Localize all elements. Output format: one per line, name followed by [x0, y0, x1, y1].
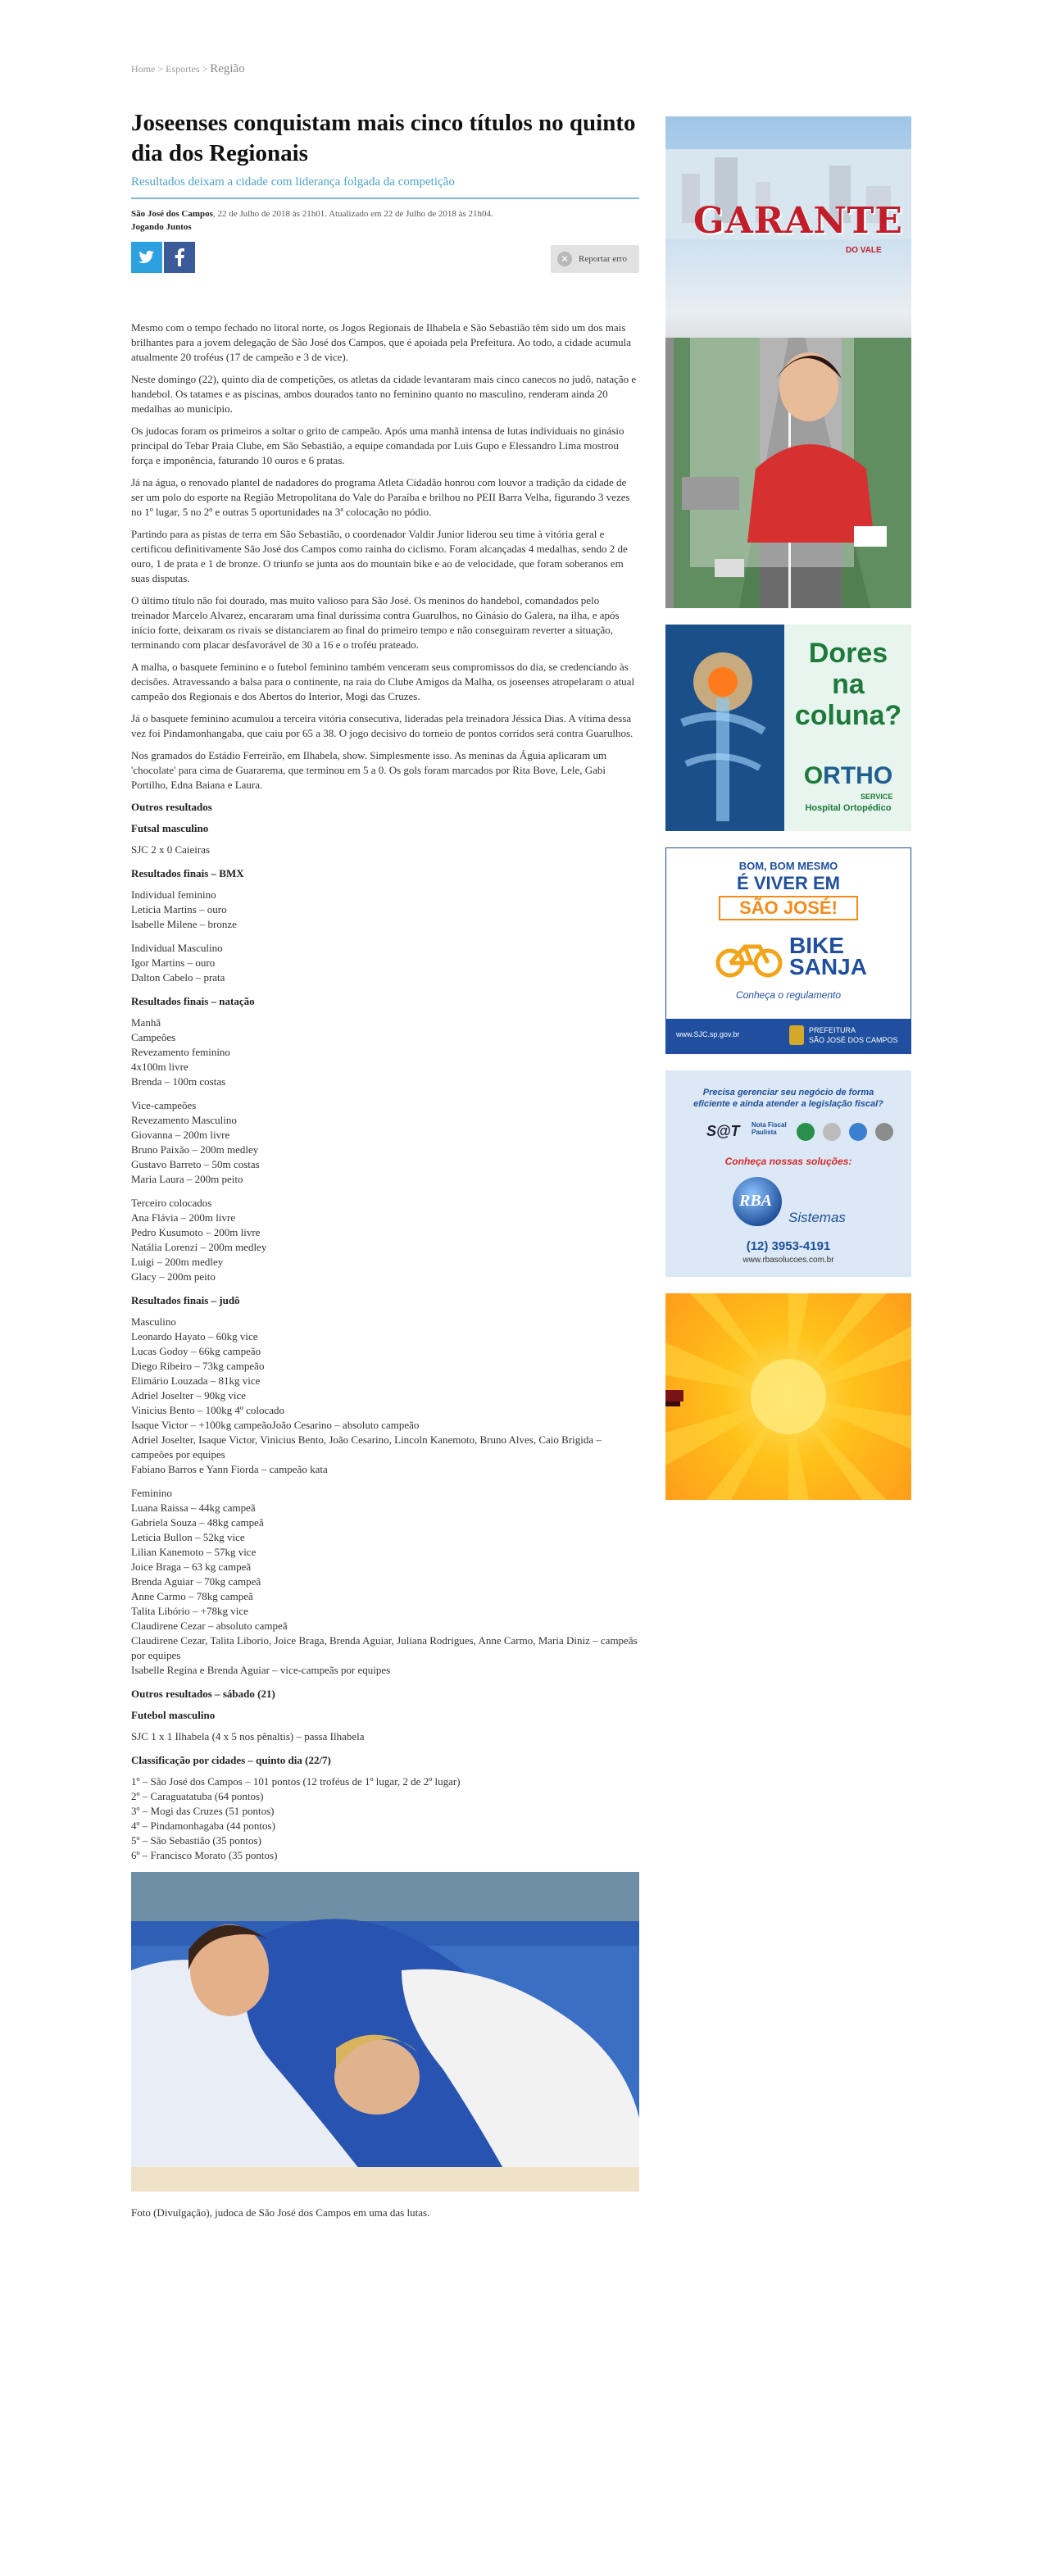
result-line: Lucas Godoy – 66kg campeão: [131, 1345, 261, 1357]
article-location: São José dos Campos: [131, 209, 213, 219]
title-divider: [131, 198, 639, 199]
ad-banner-garante[interactable]: [665, 116, 911, 608]
section-heading: Futsal masculino: [131, 822, 209, 834]
ad-banner-ortho[interactable]: [665, 625, 911, 831]
standing-line: 1º – São José dos Campos – 101 pontos (12 troféus de 1º lugar, 2 de 2º lugar): [131, 1775, 461, 1788]
result-line: Anne Carmo – 78kg campeã: [131, 1590, 253, 1602]
ortho-headline-line: coluna?: [794, 700, 902, 731]
garante-tagline: DO VALE: [846, 246, 882, 255]
rba-sat-logo: S@T: [706, 1123, 740, 1139]
ad-banner-bike-sanja[interactable]: [665, 847, 911, 1054]
prefeitura-crest-icon: [789, 1025, 804, 1045]
result-line: Luigi – 200m medley: [131, 1256, 224, 1268]
rba-nota-logo: Nota Fiscal Paulista: [752, 1121, 787, 1136]
bike-footer: [666, 1019, 910, 1053]
breadcrumb: [131, 62, 245, 76]
result-line: Campeões: [131, 1031, 176, 1043]
ad-banner-rba[interactable]: [665, 1070, 911, 1277]
article-paragraph: Neste domingo (22), quinto dia de competições, os atletas da cidade levantaram mais cinco canecos no judô, natação e handebol. Os tatames e as piscinas, ambos dourados tanto no feminino quanto no masculino, renderam ainda 20 medalhas ao município.: [131, 373, 637, 415]
result-line: Leonardo Hayato – 60kg vice: [131, 1330, 258, 1343]
result-line: Brenda Aguiar – 70kg campeã: [131, 1575, 261, 1588]
rba-phone: (12) 3953-4191: [746, 1239, 831, 1253]
result-line: Individual Masculino: [131, 942, 223, 954]
article: [131, 108, 639, 2219]
result-line: Gabriela Souza – 48kg campeã: [131, 1516, 264, 1529]
result-line: 4x100m livre: [131, 1061, 188, 1073]
share-toolbar: [131, 242, 639, 278]
breadcrumb-current: Região: [210, 62, 245, 75]
bike-line1: BOM, BOM MESMO: [738, 860, 838, 872]
article-paragraph: Já na água, o renovado plantel de nadadores do programa Atleta Cidadão honrou com louvor a tradição da cidade de ser um polo do esporte na Região Metropolitana do Vale do Paraíba e brilhou no PEII Barra Velha, figurando 3 vezes no 1º lugar, 5 no 2º e outras 5 oportunidades na 3ª colocação no pódio.: [131, 476, 630, 518]
bike-pref-1: PREFEITURA: [809, 1026, 856, 1034]
breadcrumb-separator: >: [202, 63, 208, 75]
article-paragraph: Partindo para as pistas de terra em São Sebastião, o coordenador Valdir Junior liderou seu time à vitória geral e certificou definitivamente São José dos Campos como rainha do ciclismo. Foram alcançadas 4 medalhas, sendo 2 de ouro, 1 de prata e 1 de bronze. O triunfo se junta aos do mountain bike e ao de velocidade, que foram soberanos em suas disputas.: [131, 528, 628, 584]
result-line: Terceiro colocados: [131, 1197, 212, 1209]
standing-line: 6º – Francisco Morato (35 pontos): [131, 1849, 278, 1861]
result-line: SJC 1 x 1 Ilhabela (4 x 5 nos pênaltis) – passa Ilhabela: [131, 1730, 365, 1742]
garante-brand: GARANTE: [693, 200, 903, 242]
results-list: [131, 1486, 639, 1678]
article-dateline: , 22 de Julho de 2018 às 21h01. Atualizado em 22 de Julho de 2018 às 21h04.: [212, 209, 493, 219]
result-line: Revezamento Masculino: [131, 1114, 237, 1126]
bike-brand-line: SANJA: [789, 954, 867, 979]
twitter-icon: [139, 250, 155, 265]
result-line: Fabiano Barros e Yann Fiorda – campeão kata: [131, 1463, 328, 1475]
standing-line: 3º – Mogi das Cruzes (51 pontos): [131, 1805, 275, 1817]
standings-list: [131, 1774, 639, 1863]
article-subtitle: Resultados deixam a cidade com liderança folgada da competição: [131, 175, 455, 189]
results-list: [131, 1315, 639, 1477]
rba-logo-sub: Sistemas: [788, 1210, 846, 1225]
result-line: Luana Raissa – 44kg campeã: [131, 1502, 256, 1514]
result-line: Individual feminino: [131, 888, 216, 901]
sidebar-ads: [665, 116, 911, 1516]
result-line: Elimário Louzada – 81kg vice: [131, 1374, 261, 1387]
rba-question-line: eficiente e ainda atender a legislação fiscal?: [693, 1099, 883, 1109]
article-photo: [131, 1872, 639, 2192]
ortho-subtitle: Hospital Ortopédico: [805, 803, 892, 813]
facebook-icon: [175, 248, 184, 266]
result-line: Pedro Kusumoto – 200m livre: [131, 1226, 261, 1238]
report-error-button[interactable]: [551, 245, 639, 273]
result-line: Adriel Joselter – 90kg vice: [131, 1389, 247, 1402]
ortho-logo-text: RTHO: [823, 762, 893, 789]
result-line: Revezamento feminino: [131, 1046, 230, 1058]
results-list: [131, 1098, 639, 1187]
result-line: Feminino: [131, 1487, 172, 1499]
results-list: [131, 941, 639, 985]
result-line: Leticia Bullon – 52kg vice: [131, 1531, 245, 1543]
article-paragraph: A malha, o basquete feminino e o futebol feminino também venceram seus compromissos do dia, se credenciando às decisões. Atravessando a balsa para o continente, na raia do Clube Amigos da Malha, os joseenses atropelaram o atual campeão dos Regionais e dos Abertos do Interior, Mogi das Cruzes.: [131, 661, 635, 702]
result-line: Ana Flávia – 200m livre: [131, 1211, 236, 1224]
article-body: [131, 320, 639, 1863]
ortho-logo: [788, 762, 908, 790]
partner-logo-icon: [875, 1123, 893, 1141]
results-list: [131, 1729, 639, 1744]
standing-line: 2º – Caraguatatuba (64 pontos): [131, 1790, 264, 1802]
results-list: [131, 1015, 639, 1089]
result-line: Maria Laura – 200m peito: [131, 1173, 243, 1185]
bike-pref-2: SÃO JOSÉ DOS CAMPOS: [809, 1036, 898, 1044]
result-line: Lilian Kanemoto – 57kg vice: [131, 1546, 257, 1558]
rba-question: [665, 1087, 911, 1110]
rba-logo: RBA: [739, 1192, 773, 1210]
result-line: Letícia Martins – ouro: [131, 903, 227, 915]
bike-line3: SÃO JOSÉ!: [719, 896, 858, 920]
ortho-headline-line: Dores: [808, 638, 888, 669]
rba-question-line: Precisa gerenciar seu negócio de forma: [702, 1088, 874, 1097]
article-paragraph: O último título não foi dourado, mas muito valioso para São José. Os meninos do handebol, comandados pelo treinador Marcelo Alvarez, encararam uma final duríssima contra Guarulhos, no Ginásio do Galera, na ilha, e após início forte, deixaram os rivais se distanciarem ao final do primeiro tempo e não conseguiram reverter a situação, terminando com placar desfavorável de 30 a 16 e o troféu prateado.: [131, 594, 620, 651]
judo-photo-illustration: [131, 1872, 639, 2192]
bike-brand-line: BIKE: [789, 933, 844, 958]
result-line: Adriel Joselter, Isaque Victor, Vinicius Bento, João Cesarino, Lincoln Kanemoto, Bruno Alves, Caio Brigida – campeões por equipes: [131, 1433, 602, 1461]
result-line: Vinicius Bento – 100kg 4º colocado: [131, 1404, 285, 1416]
report-error-label: Reportar erro: [579, 254, 627, 264]
result-line: Masculino: [131, 1315, 176, 1328]
rba-cta: Conheça nossas soluções:: [724, 1156, 852, 1167]
rba-site: www.rbasolucoes.com.br: [742, 1256, 834, 1265]
ortho-logo-o: O: [803, 762, 824, 789]
ortho-service: SERVICE: [861, 793, 893, 801]
article-byline: Jogando Juntos: [131, 222, 192, 232]
result-line: Diego Ribeiro – 73kg campeão: [131, 1360, 265, 1372]
result-line: Claudirene Cezar, Talita Liborio, Joice Braga, Brenda Aguiar, Juliana Rodrigues, Anne Carmo, Maria Diniz – campeãs por equipes: [131, 1634, 638, 1661]
result-line: Bruno Paixão – 200m medley: [131, 1143, 259, 1156]
ad-banner-sunburst[interactable]: [665, 1293, 911, 1500]
result-line: Dalton Cabelo – prata: [131, 971, 225, 984]
article-meta: [131, 207, 639, 220]
article-paragraph: Já o basquete feminino acumulou a terceira vitória consecutiva, lideradas pela treinadora Jéssica Dias. A vítima dessa vez foi Pindamonhangaba, que caiu por 65 a 38. O jogo decisivo do torneio de pontos corridos será contra Guarulhos.: [131, 712, 633, 739]
photo-caption: Foto (Divulgação), judoca de São José dos Campos em uma das lutas.: [131, 2206, 430, 2219]
article-title: Joseenses conquistam mais cinco títulos no quinto dia dos Regionais: [131, 110, 636, 166]
partner-logo-icon: [849, 1123, 867, 1141]
results-list: [131, 888, 639, 932]
result-line: Natália Lorenzi – 200m medley: [131, 1241, 267, 1253]
breadcrumb-section-link[interactable]: Esportes: [166, 63, 200, 75]
result-line: Glacy – 200m peito: [131, 1270, 216, 1283]
garante-ad-graphic: [665, 116, 911, 608]
results-list: [131, 843, 639, 857]
bicycle-icon: [714, 937, 788, 978]
bike-line2: É VIVER EM: [737, 873, 840, 893]
section-heading: Resultados finais – natação: [131, 995, 255, 1007]
breadcrumb-home-link[interactable]: Home: [131, 63, 156, 75]
report-icon: ✕: [557, 252, 572, 266]
article-paragraph: Mesmo com o tempo fechado no litoral norte, os Jogos Regionais de Ilhabela e São Sebastião têm sido um dos mais brilhantes para a jovem delegação de São José dos Campos, que é apoiada pela Prefeitura. Ao todo, a cidade acumula atualmente 20 troféus (17 de campeão e 3 de vice).: [131, 321, 632, 363]
section-heading: Resultados finais – judô: [131, 1294, 240, 1306]
result-line: Giovanna – 200m livre: [131, 1129, 230, 1141]
result-line: SJC 2 x 0 Caieiras: [131, 843, 211, 856]
standing-line: 4º – Pindamonhagaba (44 pontos): [131, 1820, 275, 1832]
ortho-headline: [788, 638, 908, 731]
bike-cta: Conheça o regulamento: [735, 989, 842, 1001]
section-heading: Resultados finais – BMX: [131, 867, 244, 879]
result-line: Vice-campeões: [131, 1099, 197, 1111]
standing-line: 5º – São Sebastião (35 pontos): [131, 1834, 261, 1847]
article-paragraph: Nos gramados do Estádio Ferreirão, em Ilhabela, show. Simplesmente isso. As meninas da Águia aplicaram um 'chocolate' para cima de Guararema, que terminou em 5 a 0. Os gols foram marcados por Rita Bove, Lele, Gabi Portilho, Edna Baiana e Laura.: [131, 749, 607, 791]
partner-logo-icon: [823, 1123, 841, 1141]
partner-logo-icon: [797, 1123, 815, 1141]
result-line: Talita Libório – +78kg vice: [131, 1605, 248, 1617]
result-line: Igor Martins – ouro: [131, 956, 216, 969]
article-paragraph: Os judocas foram os primeiros a soltar o grito de campeão. Após uma manhã intensa de lutas individuais no ginásio principal do Tebar Praia Clube, em São Sebastião, a equipe comandada por Luis Gupo e Elessandro Lima mostrou força e imponência, faturando 10 ouros e 6 pratas.: [131, 425, 624, 466]
result-line: Manhã: [131, 1016, 161, 1029]
bike-brand: [789, 935, 867, 978]
section-heading: Outros resultados – sábado (21): [131, 1688, 275, 1700]
result-line: Joice Braga – 63 kg campeã: [131, 1561, 252, 1573]
result-line: Brenda – 100m costas: [131, 1075, 226, 1088]
result-line: Gustavo Barreto – 50m costas: [131, 1158, 260, 1170]
facebook-share-button[interactable]: [164, 242, 195, 273]
result-line: Claudirene Cezar – absoluto campeã: [131, 1620, 288, 1632]
section-heading: Futebol masculino: [131, 1709, 216, 1721]
section-heading: Classificação por cidades – quinto dia (22/7): [131, 1754, 331, 1766]
result-line: Isabelle Regina e Brenda Aguiar – vice-campeãs por equipes: [131, 1664, 391, 1676]
bike-site: www.SJC.sp.gov.br: [676, 1030, 740, 1038]
sunburst-ad-graphic: [665, 1293, 911, 1500]
section-heading: Outros resultados: [131, 801, 212, 813]
result-line: Isaque Victor – +100kg campeãoJoão Cesarino – absoluto campeão: [131, 1419, 420, 1431]
result-line: Isabelle Milene – bronze: [131, 918, 237, 930]
ortho-headline-line: na: [832, 669, 865, 700]
breadcrumb-separator: >: [157, 63, 164, 75]
twitter-share-button[interactable]: [131, 242, 162, 273]
results-list: [131, 1196, 639, 1284]
